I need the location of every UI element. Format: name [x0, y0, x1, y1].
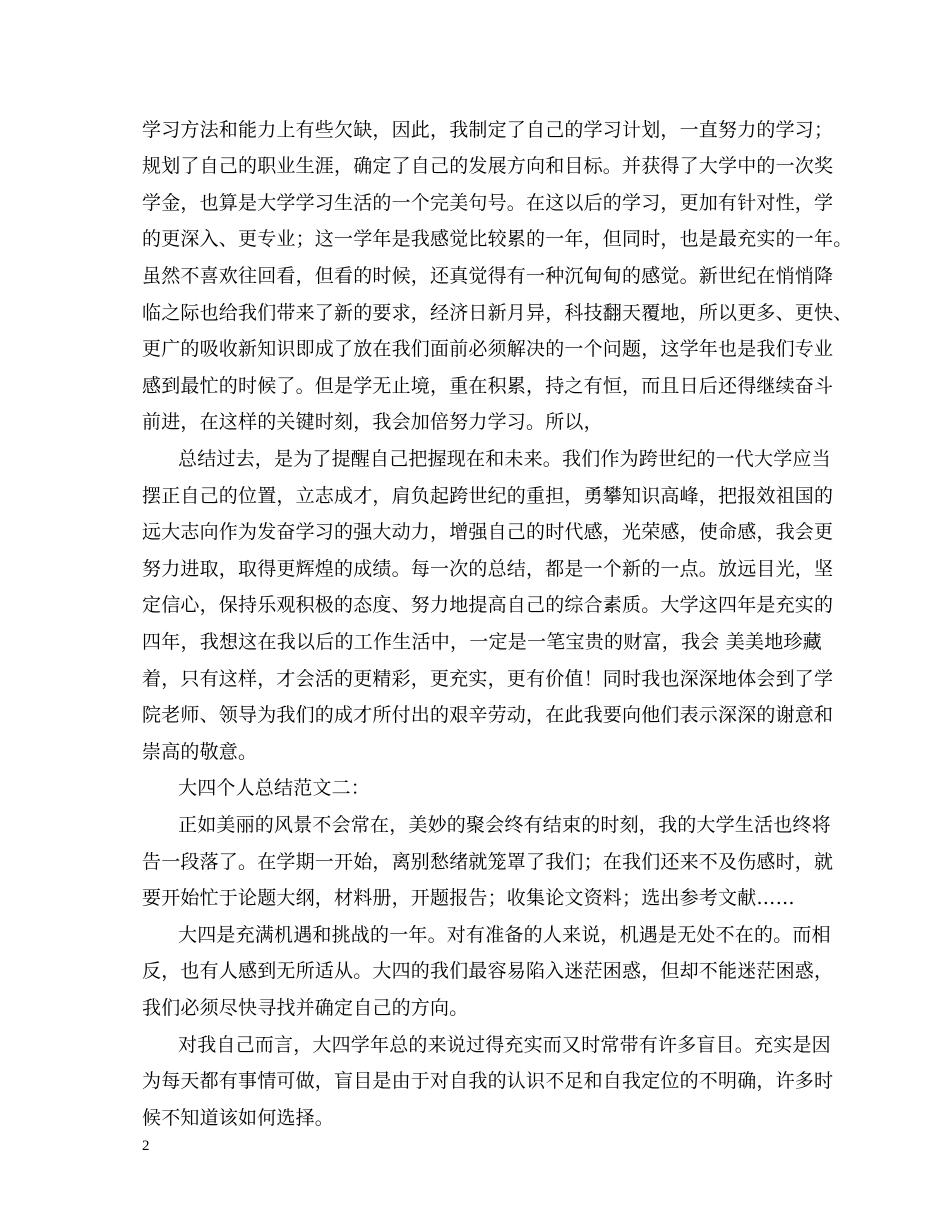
- text-line: 摆正自己的位置，立志成才，肩负起跨世纪的重担，勇攀知识高峰，把报效祖国的: [142, 485, 834, 507]
- text-line: 感到最忙的时候了。但是学无止境，重在积累，持之有恒，而且日后还得继续奋斗: [142, 375, 834, 397]
- text-line: 更广的吸收新知识即成了放在我们面前必须解决的一个问题，这学年也是我们专业: [142, 338, 834, 360]
- text-line: 前进，在这样的关键时刻，我会加倍努力学习。所以，: [142, 411, 603, 433]
- text-line: 学金，也算是大学学习生活的一个完美句号。在这以后的学习，更加有针对性，学: [142, 192, 834, 214]
- text-line: 要开始忙于论题大纲，材料册，开题报告；收集论文资料；选出参考文献……: [142, 887, 795, 909]
- paragraph-first-line: 大四是充满机遇和挑战的一年。对有准备的人来说，机遇是无处不在的。而相: [178, 924, 831, 946]
- text-line: 反，也有人感到无所适从。大四的我们最容易陷入迷茫困惑，但却不能迷茫困惑，: [142, 960, 834, 982]
- text-line: 为每天都有事情可做，盲目是由于对自我的认识不足和自我定位的不明确，许多时: [142, 1070, 834, 1092]
- text-line: 告一段落了。在学期一开始，离别愁绪就笼罩了我们；在我们还来不及伤感时，就: [142, 851, 834, 873]
- text-line: 候不知道该如何选择。: [142, 1107, 335, 1129]
- text-line: 崇高的敬意。: [142, 741, 258, 763]
- text-line: 定信心，保持乐观积极的态度、努力地提高自己的综合素质。大学这四年是充实的: [142, 594, 834, 616]
- paragraph-first-line: 正如美丽的风景不会常在，美妙的聚会终有结束的时刻，我的大学生活也终将: [178, 814, 831, 836]
- text-line: 远大志向作为发奋学习的强大动力，增强自己的时代感，光荣感，使命感，我会更: [142, 521, 834, 543]
- text-line: 努力进取，取得更辉煌的成绩。每一次的总结，都是一个新的一点。放远目光，坚: [142, 558, 834, 580]
- paragraph-first-line: 对我自己而言，大四学年总的来说过得充实而又时常带有许多盲目。充实是因: [178, 1034, 831, 1056]
- text-line: 院老师、领导为我们的成才所付出的艰辛劳动，在此我要向他们表示深深的谢意和: [142, 704, 834, 726]
- text-line: 着，只有这样，才会活的更精彩，更充实，更有价值！同时我也深深地体会到了学: [142, 668, 834, 690]
- paragraph-first-line: 总结过去，是为了提醒自己把握现在和未来。我们作为跨世纪的一代大学应当: [178, 448, 831, 470]
- text-line: 规划了自己的职业生涯，确定了自己的发展方向和目标。并获得了大学中的一次奖: [142, 155, 834, 177]
- text-line: 虽然不喜欢往回看，但看的时候，还真觉得有一种沉甸甸的感觉。新世纪在悄悄降: [142, 265, 834, 287]
- text-line: 四年，我想这在我以后的工作生活中，一定是一笔宝贵的财富，我会 美美地珍藏: [142, 631, 822, 653]
- section-heading: 大四个人总结范文二：: [178, 777, 371, 799]
- text-line: 学习方法和能力上有些欠缺，因此，我制定了自己的学习计划，一直努力的学习；: [142, 119, 834, 141]
- text-line: 的更深入、更专业；这一学年是我感觉比较累的一年，但同时，也是最充实的一年。: [142, 228, 853, 250]
- text-line: 临之际也给我们带来了新的要求，经济日新月异，科技翻天覆地，所以更多、更快、: [142, 302, 853, 324]
- page-number: 2: [142, 1138, 150, 1154]
- text-line: 我们必须尽快寻找并确定自己的方向。: [142, 997, 469, 1019]
